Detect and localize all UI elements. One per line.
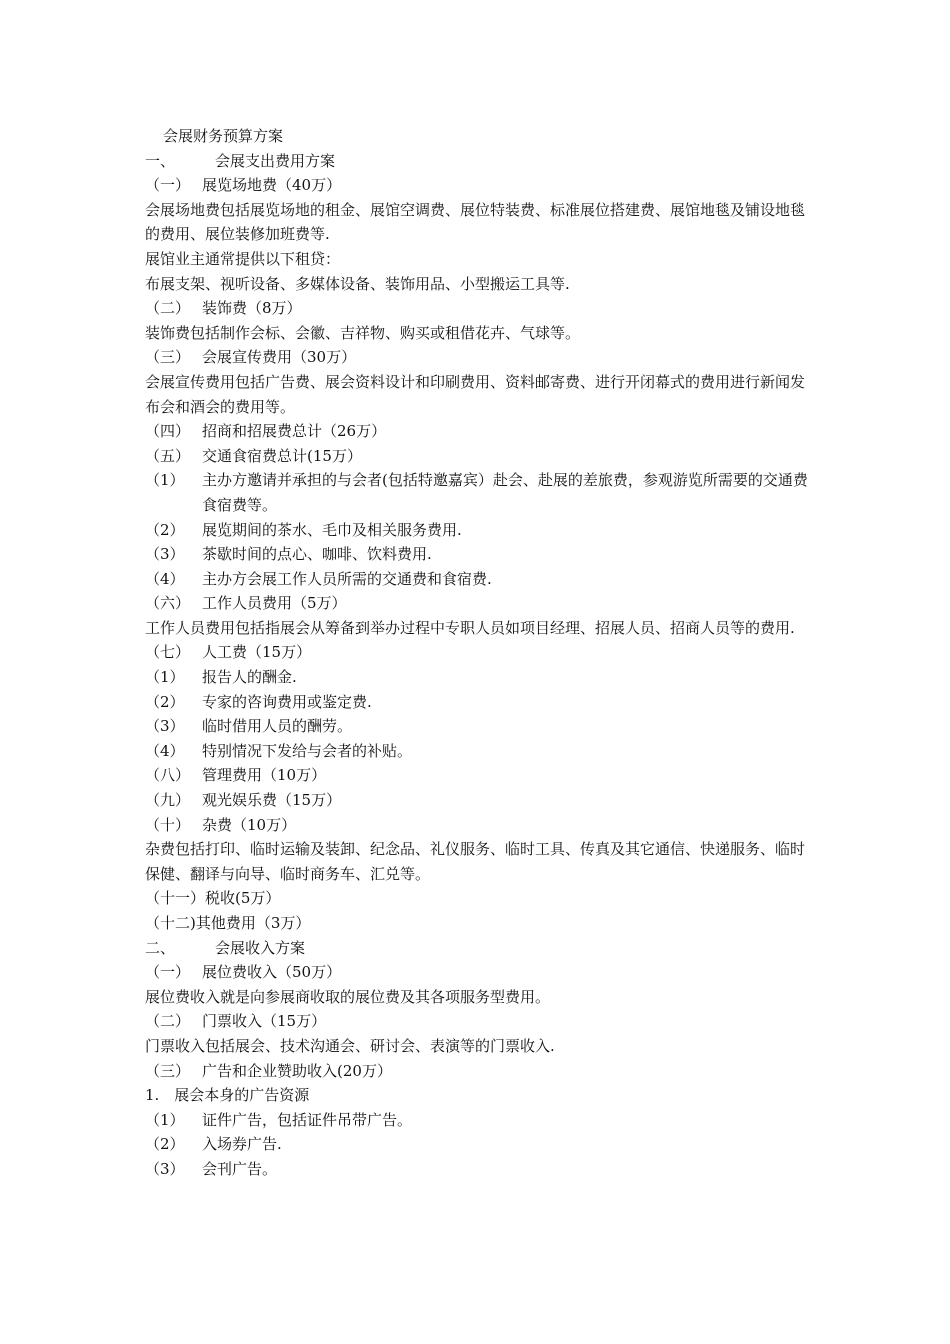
- heading-marker: （六）: [145, 594, 191, 613]
- paragraph: 布展支架、视听设备、多媒体设备、装饰用品、小型搬运工具等.: [145, 274, 570, 293]
- heading-text: 广告和企业赞助收入(20万）: [202, 1061, 392, 1080]
- heading-text: 工作人员费用（5万）: [202, 594, 347, 613]
- item-marker: （1）: [145, 668, 185, 687]
- heading-text: 展览场地费（40万）: [202, 176, 342, 195]
- heading-text: 会展收入方案: [215, 938, 306, 957]
- subsection-heading: [145, 960, 810, 985]
- numbered-item: [145, 518, 810, 543]
- item-text: 主办方邀请并承担的与会者(包括特邀嘉宾）赴会、赴展的差旅费，参观游览所需要的交通费食宿费等。: [202, 471, 808, 514]
- subsection-heading: [145, 345, 810, 370]
- heading-text: 管理费用（10万）: [202, 766, 327, 785]
- paragraph: 展馆业主通常提供以下租贷：: [145, 249, 341, 268]
- item-marker: （2）: [145, 692, 185, 711]
- numbered-item: [145, 1108, 810, 1133]
- heading-marker: （二）: [145, 1012, 191, 1031]
- paragraph: 工作人员费用包括指展会从筹备到举办过程中专职人员如项目经理、招展人员、招商人员等的费用.: [145, 618, 795, 637]
- heading-marker: （二）: [145, 299, 191, 318]
- document-title: 会展财务预算方案: [163, 127, 284, 145]
- heading-text: 观光娱乐费（15万）: [202, 791, 342, 810]
- heading-text: 门票收入（15万）: [202, 1012, 327, 1031]
- heading-marker: （八）: [145, 766, 191, 785]
- section-heading: [145, 149, 810, 174]
- paragraph: 1. 展会本身的广告资源: [145, 1086, 310, 1105]
- paragraph: 展位费收入就是向参展商收取的展位费及其各项服务型费用。: [145, 987, 551, 1006]
- item-marker: （3）: [145, 1159, 185, 1178]
- paragraph: 杂费包括打印、临时运输及装卸、纪念品、礼仪服务、临时工具、传真及其它通信、快递服务、临时保健、翻译与向导、临时商务车、汇兑等。: [145, 840, 806, 883]
- paragraph: 门票收入包括展会、技术沟通会、研讨会、表演等的门票收入.: [145, 1036, 555, 1055]
- heading-marker: （一）: [145, 963, 191, 982]
- heading-text: 装饰费（8万）: [202, 299, 302, 318]
- numbered-item: [145, 1157, 810, 1182]
- item-marker: （3）: [145, 717, 185, 736]
- item-text: 茶歇时间的点心、咖啡、饮料费用.: [202, 545, 432, 564]
- item-text: 主办方会展工作人员所需的交通费和食宿费.: [202, 569, 492, 588]
- numbered-item: [145, 542, 810, 567]
- heading-text: 交通食宿费总计(15万）: [202, 446, 362, 465]
- heading-marker: （五）: [145, 446, 191, 465]
- paragraph: 会展宣传费用包括广告费、展会资料设计和印刷费用、资料邮寄费、进行开闭幕式的费用进行新闻发布会和酒会的费用等。: [145, 372, 806, 416]
- numbered-item: [145, 690, 810, 715]
- heading-text: 会展支出费用方案: [215, 151, 336, 170]
- subsection-heading: [145, 296, 810, 321]
- numbered-item: [145, 468, 810, 517]
- heading-text: 展位费收入（50万）: [202, 963, 342, 982]
- heading-marker: （三）: [145, 348, 191, 367]
- heading-marker: （九）: [145, 791, 191, 810]
- heading-text: 人工费（15万）: [202, 643, 312, 662]
- subsection-heading: [145, 173, 810, 198]
- paragraph: 装饰费包括制作会标、会徽、吉祥物、购买或租借花卉、气球等。: [145, 323, 581, 342]
- heading-marker: 二、: [145, 938, 176, 957]
- numbered-item: [145, 739, 810, 764]
- heading-text: 招商和招展费总计（26万）: [202, 422, 387, 441]
- item-text: 展览期间的茶水、毛巾及相关服务费用.: [202, 520, 462, 539]
- numbered-item: [145, 714, 810, 739]
- numbered-item: [145, 665, 810, 690]
- subsection-heading: [145, 1009, 810, 1034]
- numbered-item: [145, 567, 810, 592]
- item-marker: （4）: [145, 569, 185, 588]
- document-page: [145, 124, 810, 1182]
- heading-marker: （一）: [145, 176, 191, 195]
- item-text: 会刊广告。: [202, 1159, 278, 1178]
- item-text: 特别情况下发给与会者的补贴。: [202, 741, 413, 760]
- item-text: 报告人的酬金.: [202, 668, 297, 687]
- heading-marker: 一、: [145, 151, 176, 170]
- subsection-heading: [145, 444, 810, 469]
- item-marker: （1）: [145, 1110, 185, 1129]
- subsection-heading: [145, 640, 810, 665]
- document-body: [145, 149, 810, 1182]
- subsection-heading: [145, 1059, 810, 1084]
- heading-text: 杂费（10万）: [202, 815, 297, 834]
- subsection-heading: [145, 591, 810, 616]
- heading-text: 会展宣传费用（30万）: [202, 348, 357, 367]
- item-marker: （1）: [145, 471, 185, 490]
- paragraph: （十一）税收(5万）: [145, 889, 281, 908]
- section-heading: [145, 936, 810, 961]
- item-marker: （4）: [145, 741, 185, 760]
- numbered-item: [145, 1132, 810, 1157]
- item-text: 证件广告，包括证件吊带广告。: [202, 1110, 413, 1129]
- heading-marker: （三）: [145, 1061, 191, 1080]
- subsection-heading: [145, 419, 810, 444]
- item-marker: （3）: [145, 545, 185, 564]
- paragraph: （十二)其他费用（3万）: [145, 914, 311, 932]
- item-text: 临时借用人员的酬劳。: [202, 717, 353, 736]
- item-marker: （2）: [145, 520, 185, 539]
- subsection-heading: [145, 813, 810, 838]
- paragraph: 会展场地费包括展览场地的租金、展馆空调费、展位特装费、标准展位搭建费、展馆地毯及铺设地毯的费用、展位装修加班费等.: [145, 200, 806, 244]
- heading-marker: （十）: [145, 815, 191, 834]
- item-text: 专家的咨询费用或鉴定费.: [202, 692, 372, 711]
- item-text: 入场券广告.: [202, 1135, 282, 1154]
- subsection-heading: [145, 788, 810, 813]
- heading-marker: （七）: [145, 643, 191, 662]
- heading-marker: （四）: [145, 422, 191, 441]
- subsection-heading: [145, 763, 810, 788]
- item-marker: （2）: [145, 1135, 185, 1154]
